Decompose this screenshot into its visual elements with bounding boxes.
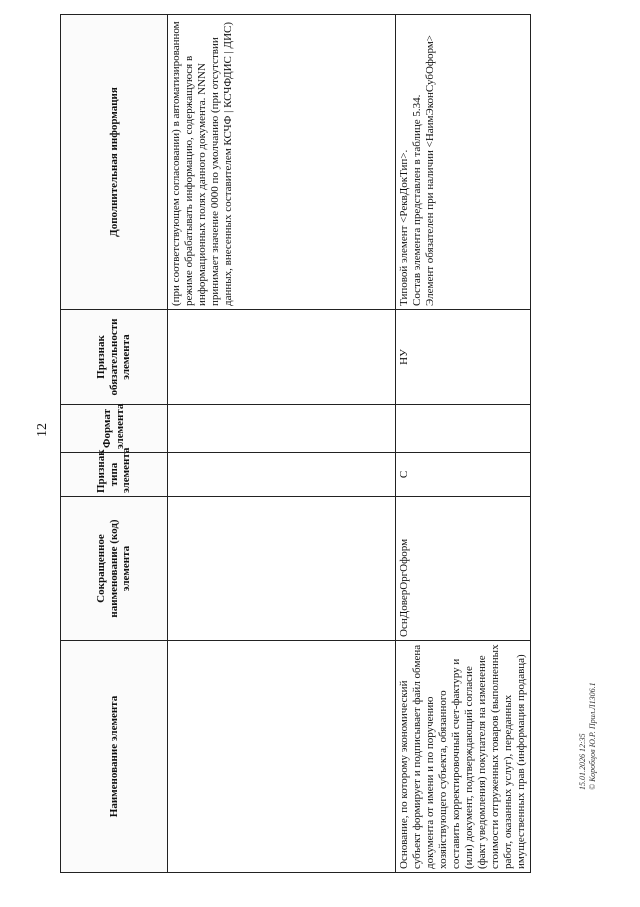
header-element-type: Признак типа элемента [61, 453, 168, 497]
print-stamp [578, 590, 606, 790]
cell-format [168, 405, 396, 453]
cell-obligatory: НУ [396, 310, 531, 405]
cell-name: Основание, по которому экономический субъект формирует и подписывает файл обмена документа от имени и по поручению хозяйствующего субъекта, обязанного составить корректировочный счет-фактуру и (или) документ, подтверждающий согласие (факт уведомления) покупателя на изменение стоимости отгруженных товаров (выполненных работ, оказанных услуг), переданных имущественных прав (информация продавца) [396, 641, 531, 873]
info-line: Состав элемента представлен в таблице 5.34. [410, 94, 423, 306]
stamp-date: 15.01.2026 12:35 [578, 733, 587, 790]
info-line: Элемент обязателен при наличии <НаимЭконСубОформ> [423, 34, 436, 306]
cell-info [396, 15, 531, 310]
header-element-code: Сокращенное наименование (код) элемента [61, 497, 168, 641]
table-header-row [61, 15, 168, 873]
cell-code [168, 497, 396, 641]
page-number: 12 [35, 423, 50, 437]
cell-type [168, 453, 396, 497]
header-element-format: Формат элемента [61, 405, 168, 453]
table-row-continuation [168, 15, 396, 873]
cell-code: ОснДоверОргОформ [396, 497, 531, 641]
cell-format [396, 405, 531, 453]
header-element-obligatory: Признак обязательности элемента [61, 310, 168, 405]
info-line: Типовой элемент <РеквДокТип>. [398, 149, 410, 306]
cell-obligatory [168, 310, 396, 405]
cell-info: (при соответствующем согласовании) в автоматизированном режиме обрабатывать информацию, содержащуюся в информационных полях данного документа. NNNN принимает значение 0000 по умолчанию (при отсутствии данных, внесенных составителем КСЧФ | КСЧФДИС | ДИС) [168, 15, 396, 310]
stamp-author: © Коробцов Ю.Р. Прил.Л1306.1 [588, 682, 597, 790]
header-element-name: Наименование элемента [61, 641, 168, 873]
table-row [396, 15, 531, 873]
cell-name [168, 641, 396, 873]
elements-table [60, 15, 527, 873]
cell-type: С [396, 453, 531, 497]
header-additional-info: Дополнительная информация [61, 15, 168, 310]
